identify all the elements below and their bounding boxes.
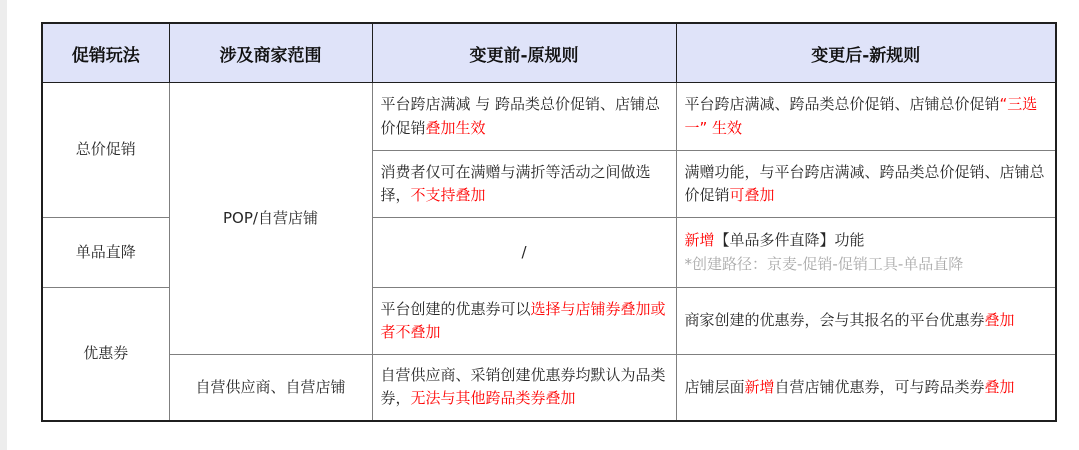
highlighted-text: 新增 bbox=[684, 231, 715, 250]
plain-text: 消费者仅可在满赠与满折等活动之间做选择， bbox=[380, 162, 651, 204]
highlighted-text: 不支持叠加 bbox=[410, 186, 486, 204]
rule-text-cell bbox=[676, 218, 1056, 288]
highlighted-text: 选择与店铺券叠加或者不叠加 bbox=[380, 299, 666, 341]
rule-text-cell bbox=[676, 83, 1056, 151]
rule-text-cell bbox=[372, 355, 676, 421]
note-text: *创建路径：京麦-促销-促销工具-单品直降 bbox=[684, 254, 964, 273]
plain-text: 满赠功能，与平台跨店满减、跨品类总价促销、店铺总价促销 bbox=[684, 162, 1045, 204]
plain-text: 商家创建的优惠券，会与其报名的平台优惠券 bbox=[684, 311, 985, 330]
table-header-row bbox=[42, 23, 1056, 83]
rule-text-cell bbox=[676, 151, 1056, 218]
rule-text-cell bbox=[676, 355, 1056, 421]
highlighted-text: “三选一” 生效 bbox=[684, 95, 1038, 137]
plain-text: 店铺层面 bbox=[684, 377, 745, 396]
row-label: 总价促销 bbox=[42, 83, 169, 218]
highlighted-text: 叠加 bbox=[984, 311, 1015, 330]
rule-text-cell bbox=[372, 83, 676, 151]
promotion-rules-table bbox=[41, 22, 1057, 422]
plain-text: 【单品多件直降】功能 bbox=[714, 231, 865, 250]
table-body bbox=[42, 83, 1056, 421]
highlighted-text: 新增 bbox=[744, 377, 775, 396]
column-header-0: 促销玩法 bbox=[42, 23, 169, 83]
rule-text-cell bbox=[372, 288, 676, 355]
column-header-3: 变更后-新规则 bbox=[676, 23, 1056, 83]
highlighted-text: 可叠加 bbox=[729, 186, 775, 204]
rule-text-cell bbox=[676, 288, 1056, 355]
plain-text: 平台跨店满减、跨品类总价促销、店铺总价促销 bbox=[684, 95, 1000, 114]
table-row-4 bbox=[42, 355, 1056, 421]
row-label: 单品直降 bbox=[42, 218, 169, 288]
row-label: 优惠券 bbox=[42, 288, 169, 421]
highlighted-text: 叠加 bbox=[984, 377, 1015, 396]
column-header-1: 涉及商家范围 bbox=[169, 23, 372, 83]
rule-text-cell bbox=[372, 151, 676, 218]
column-header-2: 变更前-原规则 bbox=[372, 23, 676, 83]
empty-cell: / bbox=[372, 218, 676, 288]
row-label: 自营供应商、自营店铺 bbox=[169, 355, 372, 421]
highlighted-text: 无法与其他跨品类券叠加 bbox=[410, 389, 576, 408]
page-left-gutter bbox=[0, 0, 7, 450]
plain-text: 平台创建的优惠券可以 bbox=[380, 299, 531, 318]
table-row-0 bbox=[42, 83, 1056, 151]
plain-text: 自营店铺优惠券，可与跨品类券 bbox=[774, 377, 985, 396]
plain-text: 自营供应商、采销创建优惠券均默认为品类券， bbox=[380, 366, 666, 408]
row-label: POP/自营店铺 bbox=[169, 83, 372, 355]
plain-text: 平台跨店满减 与 跨品类总价促销、店铺总价促销 bbox=[380, 95, 661, 137]
highlighted-text: 叠加生效 bbox=[425, 118, 486, 137]
promotion-rules-table-container bbox=[41, 22, 1057, 422]
